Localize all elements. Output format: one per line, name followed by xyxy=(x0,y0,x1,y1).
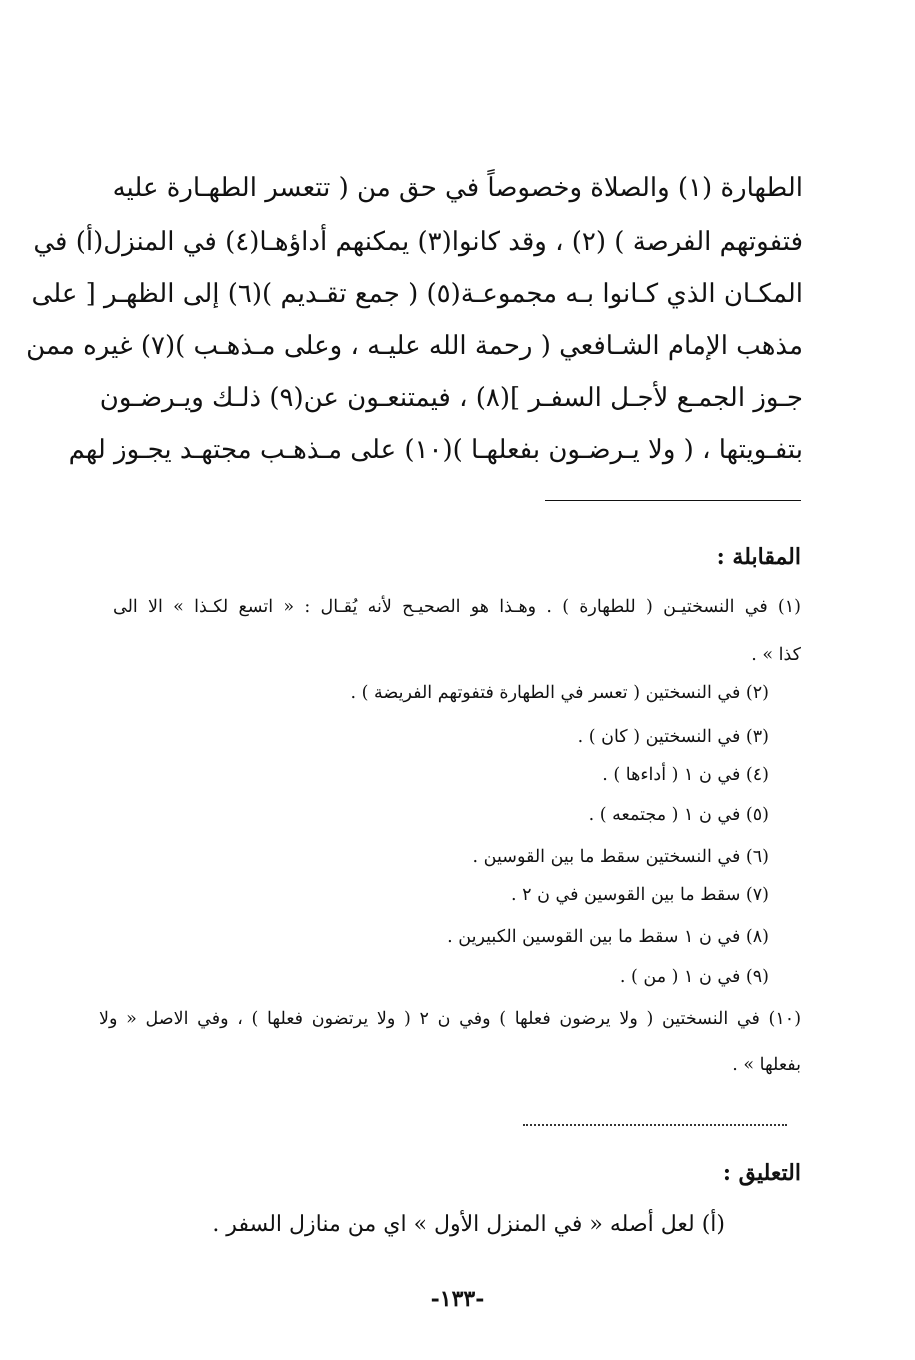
collation-note-10-continued: بفعلها » . xyxy=(732,1055,801,1075)
collation-note-1-continued: كذا » . xyxy=(751,645,801,665)
collation-note-10: (١٠) في النسختين ( ولا يرضون فعلها ) وفي ن ٢ ( ولا يرتضون فعلها ) ، وفي الاصل « ولا xyxy=(99,1009,802,1029)
collation-note-6: (٦) في النسختين سقط ما بين القوسين . xyxy=(472,847,769,867)
collation-note-4: (٤) في ن ١ ( أداءها ) . xyxy=(602,765,769,785)
main-text-line-2: فتفوتهم الفرصة ) (٢) ، وقد كانوا(٣) يمكنهم أداؤهـا(٤) في المنزل(أ) في xyxy=(33,227,803,257)
commentary-note-a: (أ) لعل أصله « في المنزل الأول » اي من منازل السفر . xyxy=(212,1212,725,1237)
page-number: -١٣٣- xyxy=(430,1286,485,1312)
collation-note-7: (٧) سقط ما بين القوسين في ن ٢ . xyxy=(510,885,769,905)
main-text-line-3: المكـان الذي كـانوا بـه مجموعـة(٥) ( جمع تقـديم )(٦) إلى الظهـر [ على xyxy=(31,279,803,309)
collation-heading: المقابلة : xyxy=(716,544,801,570)
collation-note-2: (٢) في النسختين ( تعسر في الطهارة فتفوتهم الفريضة ) . xyxy=(350,683,769,703)
collation-note-5: (٥) في ن ١ ( مجتمعه ) . xyxy=(588,805,769,825)
collation-note-1: (١) في النسختيـن ( للطهارة ) . وهـذا هو الصحيـح لأنه يُقـال : « اتسع لكـذا » الا الى xyxy=(113,597,801,617)
collation-note-3: (٣) في النسختين ( كان ) . xyxy=(577,727,769,747)
main-text-line-6: بتفـويتها ، ( ولا يـرضـون بفعلهـا )(١٠) على مـذهـب مجتهـد يجـوز لهم xyxy=(68,435,803,465)
collation-note-8: (٨) في ن ١ سقط ما بين القوسين الكبيرين . xyxy=(447,927,769,947)
commentary-heading: التعليق : xyxy=(722,1160,801,1186)
main-text-line-4: مذهب الإمام الشـافعي ( رحمة الله عليـه ، وعلى مـذهـب )(٧) غيره ممن xyxy=(26,331,803,361)
main-text-line-1: الطهارة (١) والصلاة وخصوصاً في حق من ( تتعسر الطهـارة عليه xyxy=(112,173,803,203)
main-text-line-5: جـوز الجمـع لأجـل السفـر ](٨) ، فيمتنعـون عن(٩) ذلـك ويـرضـون xyxy=(99,383,803,413)
collation-note-9: (٩) في ن ١ ( من ) . xyxy=(619,967,769,987)
dotted-separator xyxy=(523,1124,787,1126)
footnote-separator xyxy=(545,500,801,501)
